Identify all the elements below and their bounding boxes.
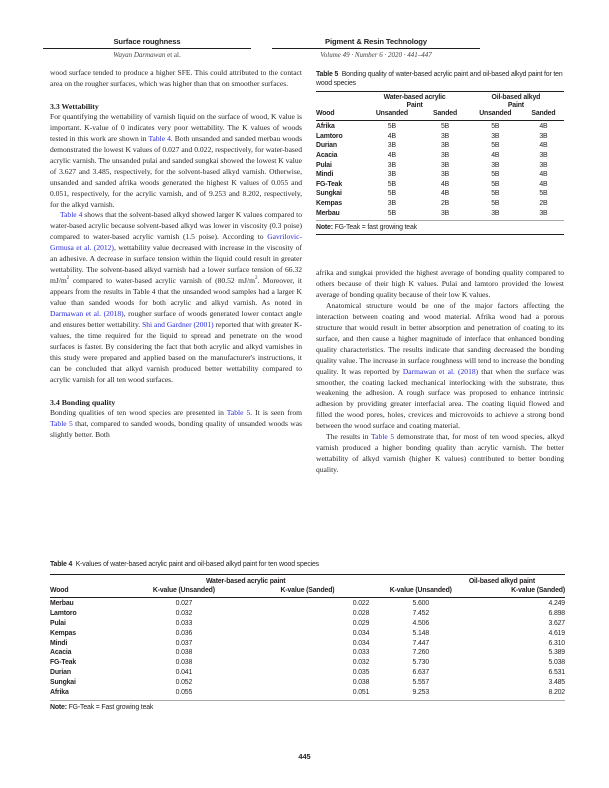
value-cell: 3B [440, 142, 450, 150]
column-header: K-value (Sanded) [246, 586, 370, 598]
value-cell: 0.027 [175, 600, 193, 608]
value-cell: 5B [387, 123, 396, 131]
value-cell: 6.898 [548, 610, 565, 618]
citation-link-darmawan[interactable]: Darmawan et al. (2018) [50, 309, 124, 319]
value-cell: 3B [387, 171, 396, 179]
value-cell: 3B [539, 161, 548, 169]
value-cell: 3B [440, 161, 450, 169]
wood-name-cell: Sungkai [50, 678, 76, 686]
paragraph: Table 4 shows that the solvent-based alkyd showed larger K values compared to water-based acrylic because solvent-based alkyd was lower in viscosity (0.3 poise) compared to water-based acrylic varnish (1.5 poise). According to Gavrilovic-Grmusa et al. (2012), wettability value decreased with increase in the viscosity of an adhesive. A decrease in surface tension within the liquid could result in greater wettability. The solvent-based alkyd varnish had a lower surface tension of 66.32 $mJ/m^2$ compared to water-based acrylic varnish of (80.52 $mJ/m^2$. Moreover, it appears from the results in Table 4 that the unsanded wood samples had a larger K value than sanded woods for both acrylic and alkyd varnish. As noted in Darmawan et al. (2018), rougher surface of woods generated lower contact angle and ensures better wettability. Shi and Gardner (2001) reported that with greater K-values, the time required for the liquid to spread and penetrate on the wood surfaces is faster. By considering the fact that both acrylic and alkyd varnishes in this study were prepared and applied based on the manufacturer's instructions, it can be concluded that alkyd varnish produced better wettability compared to acrylic varnish for all ten wood surfaces. [50, 210, 303, 384]
table-5-caption: Table 5 Bonding quality of water-based acrylic paint and oil-based alkyd paint for ten wood species [316, 71, 563, 87]
wood-name-cell: Durian [316, 142, 337, 150]
value-cell: 4B [539, 142, 548, 150]
table-4-grid [50, 574, 565, 697]
page-number: 445 [298, 752, 311, 761]
running-header-right [272, 37, 480, 59]
group-header-acrylic: Water-based acrylic Paint [383, 94, 446, 109]
value-cell: 0.029 [352, 620, 370, 627]
value-cell: 0.036 [175, 629, 193, 637]
paragraph: Bonding qualities of ten wood species are presented in Table 5. It is seen from Table 5 that, compared to sanded woods, bonding quality of unsanded woods was slightly better. Both [50, 407, 303, 439]
header-authors: Wayan Darmawan et al. [113, 51, 181, 59]
value-cell: 3.627 [548, 620, 565, 627]
table-row [316, 199, 564, 209]
value-cell: 6.310 [548, 639, 565, 647]
wood-name-cell: Acacia [316, 151, 338, 159]
value-cell: 4B [387, 151, 396, 159]
wood-name-cell: Afrika [50, 688, 69, 696]
column-header: Sanded [422, 109, 467, 121]
table-row [50, 598, 565, 609]
value-cell: 3B [539, 151, 548, 159]
value-cell: 0.028 [352, 610, 370, 618]
wood-name-cell: Durian [50, 668, 71, 676]
header-journal-title: Pigment & Resin Technology [272, 37, 480, 49]
table5-link[interactable]: Table 5 [50, 418, 73, 428]
table-row [316, 209, 564, 219]
citation-link-gavrilovic[interactable]: Gavrilovic-Grmusa et al. (2012) [50, 232, 302, 253]
value-cell: 0.051 [352, 688, 370, 696]
value-cell: 5B [491, 199, 500, 207]
value-cell: 4B [440, 190, 450, 198]
value-cell: 0.038 [175, 659, 193, 667]
paragraph: Anatomical structure would be one of the major factors affecting the interaction between coating and wood material. Afrika wood had a porous structure that would result in better absorption and penetration of coating to its surface, and then cause a higher magnitude of interface that enhanced bonding quality characteristics. The results indicate that sanding decreased the bonding quality value. The increase in surface roughness will tend to increase the bonding quality. It was reported by Darmawan et al. (2018) that when the surface was smoother, the coating lacked mechanical interlocking with the substrate, thus weakening the adhesion. A rough surface was proposed to enhance intrinsic adhesion by providing greater interfacial area. The coating liquid flowed and filled the wood pores, holes, crevices and microvoids to achieve a strong bond between the wood surface and coating material. [316, 300, 565, 431]
table-4-caption: Table 4 K-values of water-based acrylic paint and oil-based alkyd paint for ten wood species [50, 561, 319, 568]
value-cell: 3B [491, 209, 500, 217]
value-cell: 5B [440, 123, 450, 131]
value-cell: 0.034 [352, 639, 370, 647]
table-row [50, 639, 565, 649]
value-cell: 6.637 [412, 668, 430, 676]
value-cell: 7.260 [412, 649, 430, 657]
column-header: Wood [50, 586, 122, 598]
value-cell: 0.033 [175, 620, 193, 627]
wood-name-cell: Kempas [50, 629, 76, 637]
value-cell: 5B [387, 209, 396, 217]
value-cell: 5B [491, 142, 500, 150]
wood-name-cell: Sungkai [316, 190, 342, 198]
value-cell: 4B [539, 180, 548, 188]
wood-name-cell: Mindi [316, 171, 334, 179]
value-cell: 0.055 [175, 688, 193, 696]
paragraph: The results in Table 5 demonstrate that, for most of ten wood species, alkyd varnish produced a higher bonding quality than acrylic varnish. The better wettability of alkyd varnish (higher K values) contributed to better bonding quality. [316, 432, 564, 475]
value-cell: 5B [491, 190, 500, 198]
value-cell: 4.249 [548, 600, 565, 608]
value-cell: 0.052 [175, 678, 193, 686]
table-row [50, 629, 565, 639]
wood-name-cell: Lamtoro [50, 610, 77, 618]
value-cell: 3B [387, 161, 396, 169]
value-cell: 4B [491, 151, 500, 159]
value-cell: 4.506 [412, 620, 430, 627]
wood-name-cell: Merbau [50, 600, 74, 608]
value-cell: 3B [440, 171, 450, 179]
value-cell: 0.032 [175, 610, 193, 618]
table-row [316, 170, 564, 180]
running-header-left [43, 37, 251, 59]
paragraph: afrika and sungkai provided the highest average of bonding quality compared to others because of their high K values. Pulai and lamtoro provided the lowest average of bonding quality because of their low K values. [316, 268, 564, 299]
table-5 [316, 70, 564, 235]
header-section-title: Surface roughness [43, 37, 251, 49]
column-header: K-value (Sanded) [472, 586, 565, 598]
value-cell: 5B [491, 180, 500, 188]
table-5-note: Note: FG-Teak = fast growing teak [316, 220, 564, 235]
value-cell: 3B [440, 132, 450, 140]
table5-link[interactable]: Table 5 [226, 407, 251, 417]
value-cell: 6.531 [548, 668, 565, 676]
paragraph: wood surface tended to produce a higher SFE. This could attributed to the contact area on the rougher surfaces, which was higher than that on smoother surfaces. [50, 68, 302, 88]
value-cell: 0.041 [175, 668, 193, 676]
table-row [50, 688, 565, 698]
column-header: Unsanded [361, 109, 422, 121]
table-4-note: Note: FG-Teak = Fast growing teak [50, 700, 565, 712]
value-cell: 5.557 [412, 678, 430, 686]
wood-name-cell: Pulai [316, 161, 332, 169]
table-row [50, 678, 565, 688]
wood-name-cell: Merbau [316, 209, 340, 217]
value-cell: 4B [539, 123, 548, 131]
table-row [316, 141, 564, 151]
value-cell: 5.389 [548, 649, 565, 657]
wood-name-cell: FG-Teak [50, 659, 77, 667]
table-4 [50, 560, 565, 712]
group-header-alkyd: Oil-based alkyd Paint [491, 94, 541, 109]
value-cell: 7.447 [412, 639, 430, 647]
wood-name-cell: Kempas [316, 199, 342, 207]
value-cell: 3B [440, 151, 450, 159]
value-cell: 5B [491, 123, 500, 131]
value-cell: 7.452 [412, 610, 430, 618]
value-cell: 5.730 [412, 659, 430, 667]
right-column [316, 268, 564, 476]
left-column [50, 68, 302, 441]
value-cell: 4B [539, 171, 548, 179]
value-cell: 3B [539, 209, 548, 217]
paragraph: For quantifying the wettability of varnish liquid on the surface of wood, K value is important. K-value of 0 indicates very poor wettability. The K values of woods tested in this work are shown in Table 4. Both unsanded and sanded merbau woods demonstrated the lowest K values of 0.027 and 0.022, respectively, for water-based acrylic varnish. The unsanded pulai and sanded sungkai showed the lowest K value of 3.627 and 3.485, respectively, for the solvent-based alkyd varnish. Otherwise, unsanded and sanded afrika woods generated the highest K values of 0.055 and 0.051, respectively, for the acrylic varnish, and of 9.253 and 8.202, respectively, for the alkyd varnish. [50, 111, 303, 209]
table-row [316, 161, 564, 171]
table5-link[interactable]: Table 5 [371, 432, 395, 442]
table-row [50, 619, 565, 629]
header-volume-info: Volume 49 · Number 6 · 2020 · 441–447 [320, 51, 432, 59]
wood-name-cell: Lamtoro [316, 132, 343, 140]
value-cell: 0.022 [352, 600, 370, 608]
value-cell: 3B [491, 132, 500, 140]
wood-name-cell: Pulai [50, 620, 66, 627]
value-cell: 0.038 [352, 678, 370, 686]
column-header: Unsanded [468, 109, 523, 121]
value-cell: 5B [491, 171, 500, 179]
wood-name-cell: Afrika [316, 123, 335, 131]
value-cell: 5B [387, 180, 396, 188]
value-cell: 4.619 [548, 629, 565, 637]
value-cell: 4B [387, 132, 396, 140]
citation-link-shi-gardner[interactable]: Shi and Gardner (2001) [142, 320, 214, 330]
section-heading-bonding-quality: 3.4 Bonding quality [50, 397, 116, 407]
table-row [316, 121, 564, 132]
table4-link[interactable]: Table 4 [148, 133, 171, 143]
value-cell: 0.035 [352, 668, 370, 676]
table-row [316, 189, 564, 199]
value-cell: 0.032 [352, 659, 370, 667]
value-cell: 3B [491, 161, 500, 169]
table-row [50, 648, 565, 658]
column-header: K-value (Unsanded) [369, 586, 472, 598]
table-row [316, 132, 564, 142]
citation-link-darmawan[interactable]: Darmawan et al. (2018) [402, 366, 479, 376]
table-row [50, 668, 565, 678]
table-row [316, 151, 564, 161]
table-5-grid [316, 91, 564, 218]
value-cell: 3B [387, 142, 396, 150]
value-cell: 0.034 [352, 629, 370, 637]
wood-name-cell: Mindi [50, 639, 68, 647]
column-header: Wood [316, 109, 361, 121]
value-cell: 4B [440, 180, 450, 188]
column-header: K-value (Unsanded) [122, 586, 246, 598]
value-cell: 3B [440, 209, 450, 217]
value-cell: 0.037 [175, 639, 193, 647]
group-header-acrylic: Water-based acrylic paint [205, 578, 286, 585]
wood-name-cell: FG-Teak [316, 180, 343, 188]
value-cell: 5.148 [412, 629, 430, 637]
value-cell: 9.253 [412, 688, 430, 696]
table-row [316, 180, 564, 190]
table-row [50, 609, 565, 619]
value-cell: 5.038 [548, 659, 565, 667]
table4-link[interactable]: Table 4 [60, 210, 83, 220]
value-cell: 8.202 [548, 688, 565, 696]
value-cell: 0.038 [175, 649, 193, 657]
table-row [50, 658, 565, 668]
value-cell: 3.485 [548, 678, 565, 686]
section-heading-wettability: 3.3 Wettability [50, 101, 99, 111]
value-cell: 3B [539, 132, 548, 140]
column-header: Sanded [523, 109, 564, 121]
value-cell: 2B [440, 199, 450, 207]
value-cell: 0.033 [352, 649, 370, 657]
value-cell: 5B [387, 190, 396, 198]
wood-name-cell: Acacia [50, 649, 72, 657]
value-cell: 2B [539, 199, 548, 207]
value-cell: 5.600 [412, 600, 430, 608]
value-cell: 3B [387, 199, 396, 207]
group-header-alkyd: Oil-based alkyd paint [468, 578, 535, 585]
value-cell: 5B [539, 190, 548, 198]
